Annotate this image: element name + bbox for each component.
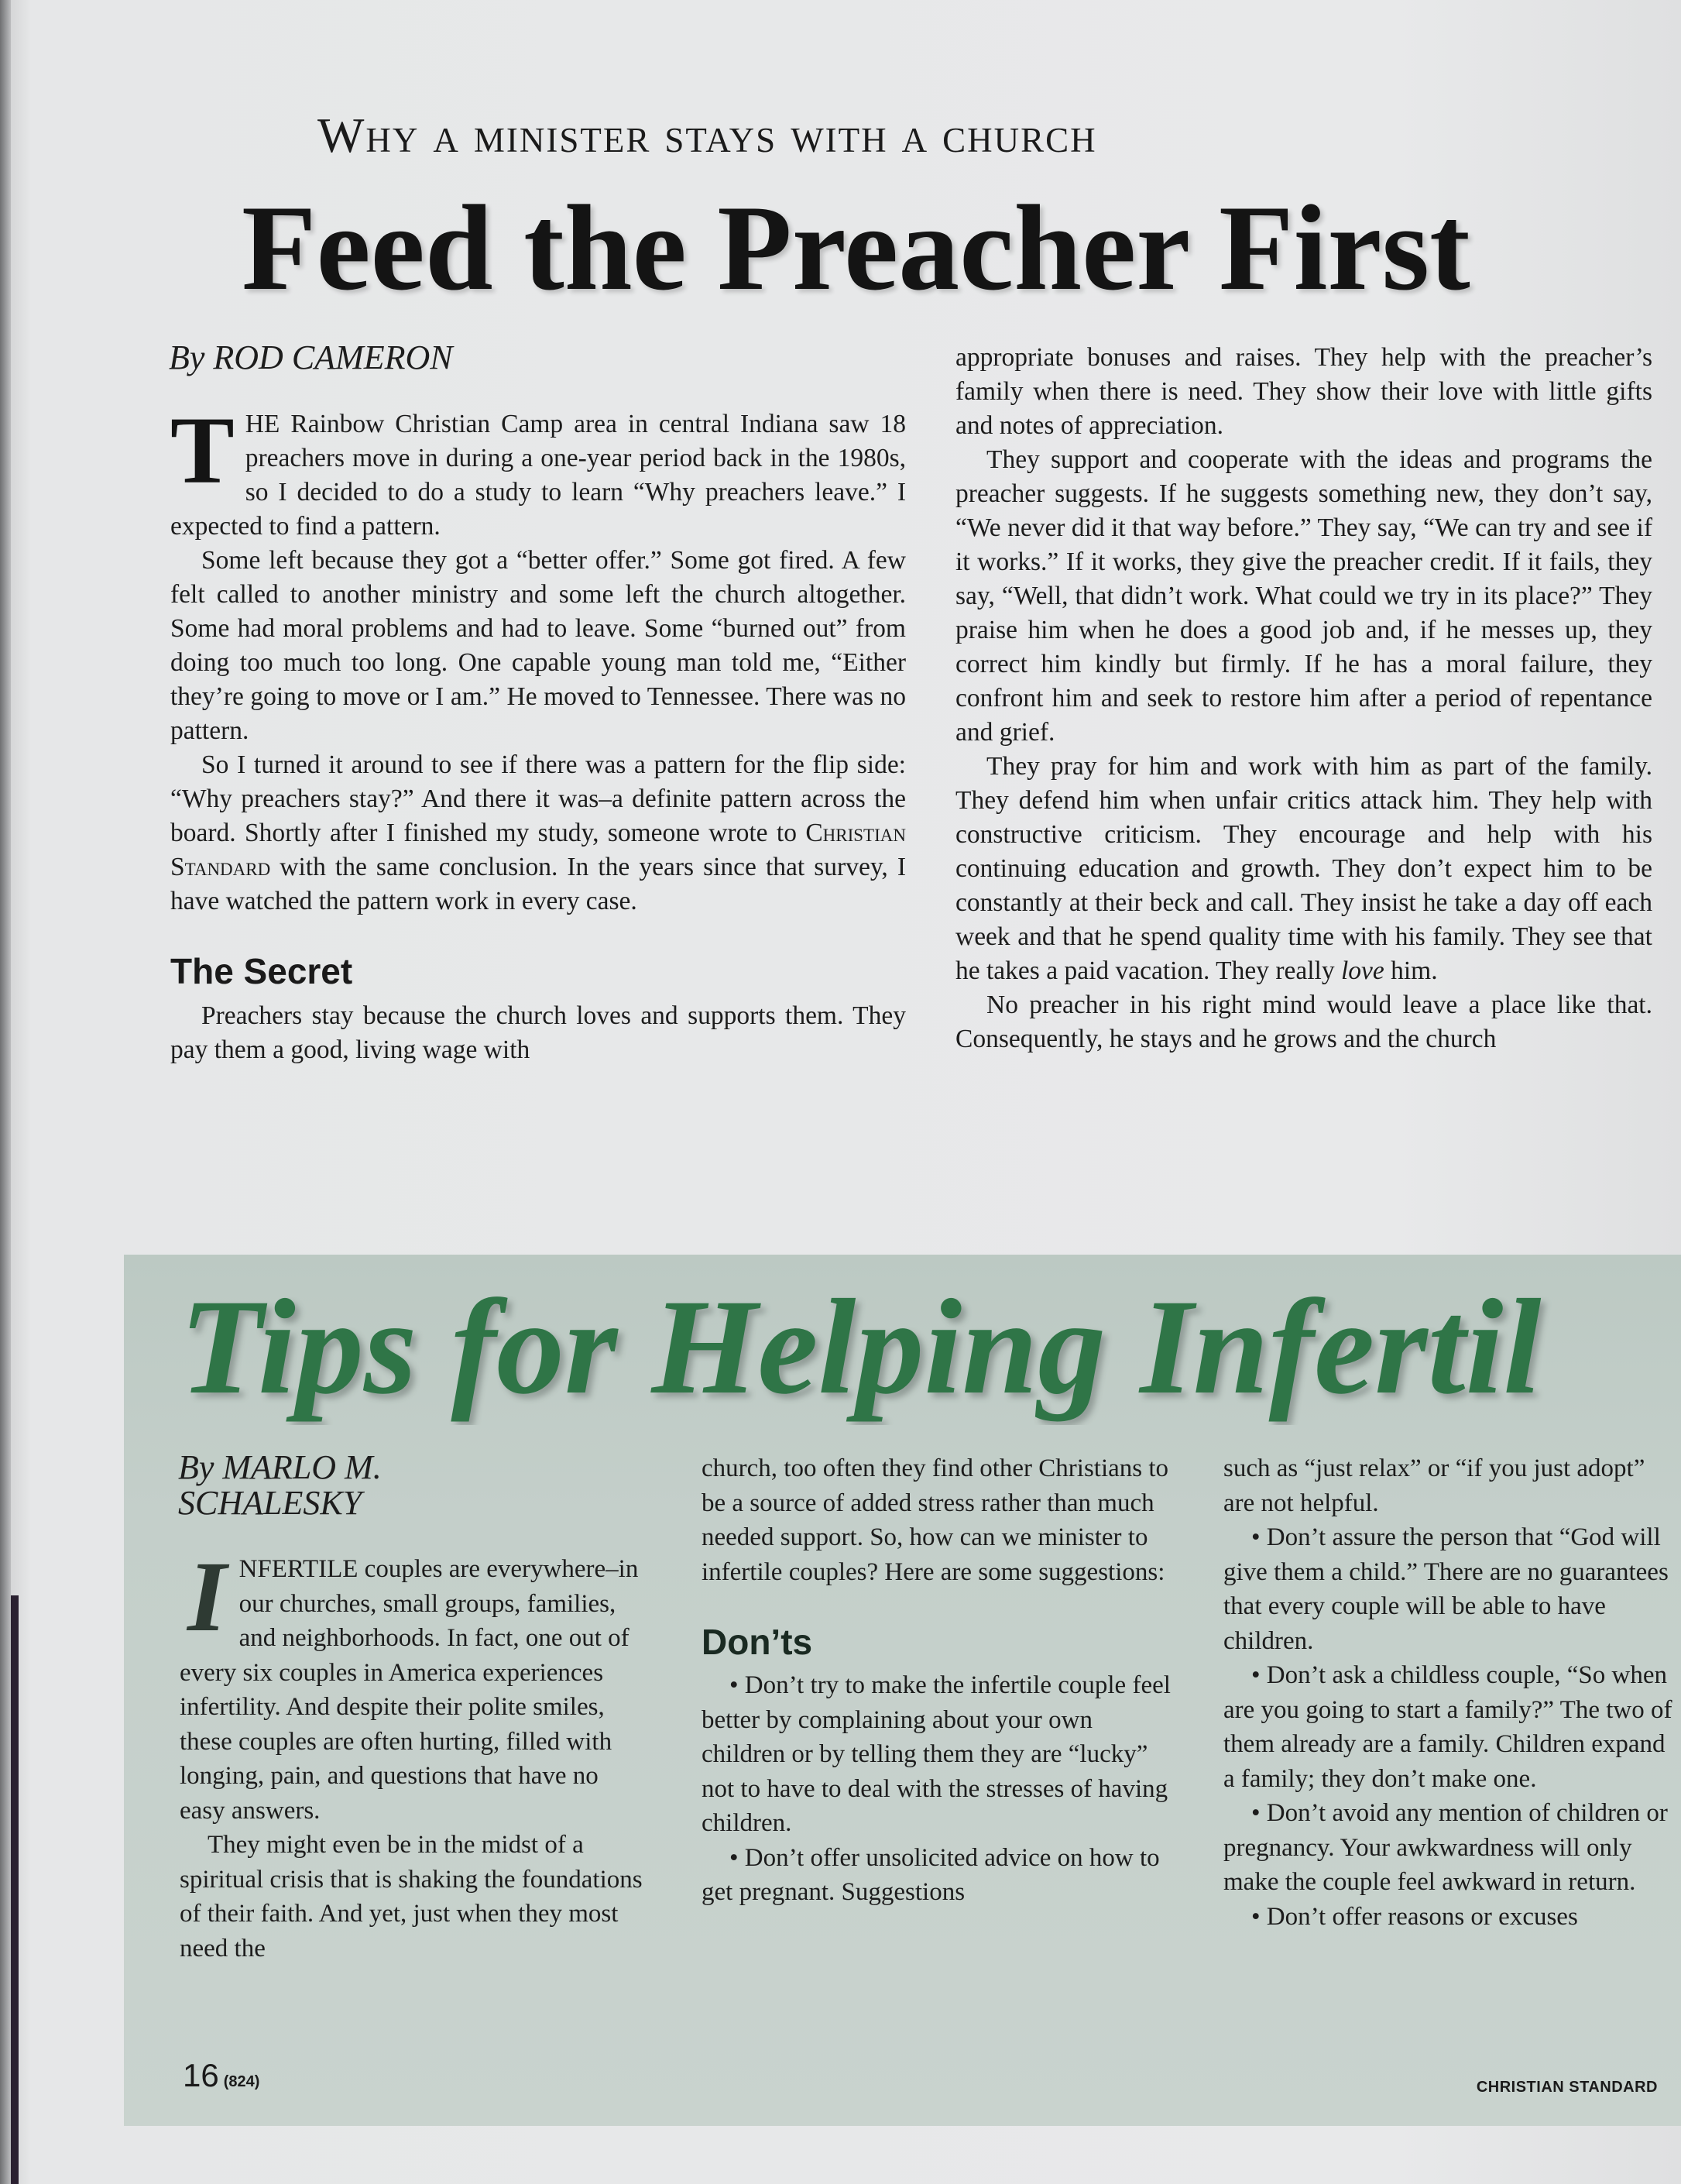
article1-paragraph-6: They support and cooperate with the ideas and programs the preacher suggests. If he suggests something new, they don’t say, “We never did it that way before.” They say, “We can try and see if it works.” If it works, they give the preacher credit. If it fails, they say, “Well, that didn’t work. What could we try in its place?” They praise him when he does a good job and, if he messes up, they correct him kindly but firmly. If he has a moral failure, they confront him and seek to restore him after a period of repentance and grief. <box>955 445 1652 747</box>
tips-paragraph-1 <box>180 1541 644 1828</box>
tips-paragraph-3: church, too often they find other Christians to be a source of added stress rather than much needed support. So, how can we minister to infertile couples? Here are some suggestions: <box>702 1454 1169 1586</box>
tips-paragraph-4: such as “just relax” or “if you just adopt” are not helpful. <box>1223 1454 1645 1517</box>
byline-line: By MARLO M. <box>178 1448 382 1486</box>
drop-cap: I <box>187 1541 227 1653</box>
byline-line: SCHALESKY <box>178 1484 362 1522</box>
page-folio <box>183 2057 259 2094</box>
tips-bullet: • Don’t offer reasons or excuses <box>1251 1902 1578 1931</box>
article1-paragraph-3 <box>170 748 906 919</box>
paragraph-text: with the same conclusion. In the years since that survey, I have watched the pattern work in every case. <box>170 853 906 915</box>
page-binding-edge <box>0 0 11 2184</box>
article1-paragraph-5: appropriate bonuses and raises. They help with the preacher’s family when there is need. They show their love with little gifts and notes of appreciation. <box>955 343 1652 440</box>
publication-name: Christian Standard <box>170 819 906 881</box>
publication-footer: CHRISTIAN STANDARD <box>1476 2079 1658 2096</box>
article1-left-column <box>170 397 906 1067</box>
article-headline: Feed the Preacher First <box>242 180 1470 316</box>
paragraph-text: HE Rainbow Christian Camp area in central Indiana saw 18 preachers move in during a one-year period back in the 1980s, so I decided to do a study to learn “Why preachers leave.” I expected to find a pattern. <box>170 410 906 541</box>
section-heading: Don’ts <box>702 1622 813 1662</box>
tips-bullet: • Don’t try to make the infertile couple feel better by complaining about your own children or by telling them they are “lucky” not to have to deal with the stresses of having children. <box>702 1671 1171 1837</box>
tips-bullet: • Don’t offer unsolicited advice on how to get pregnant. Suggestions <box>702 1843 1160 1906</box>
article1-paragraph-1 <box>170 397 906 544</box>
tips-byline <box>178 1450 382 1521</box>
tips-column-1 <box>180 1541 644 1966</box>
article1-paragraph-2: Some left because they got a “better offer.” Some got fired. A few felt called to another ministry and some left the church altogether. Some had moral problems and had to leave. Some “burned out” from doing too much too long. One capable young man told me, “Either they’re going to move or I am.” He moved to Tennessee. There was no pattern. <box>170 546 906 745</box>
tips-bullet: • Don’t avoid any mention of children or pregnancy. Your awkwardness will only make the couple feel awkward in return. <box>1223 1799 1668 1896</box>
tips-bullet: • Don’t assure the person that “God will give them a child.” There are no guarantees that every couple will be able to have children. <box>1223 1523 1669 1655</box>
page-number: 16 <box>183 2057 219 2093</box>
tips-headline: Tips for Helping Infertil <box>180 1272 1542 1423</box>
article-byline: By ROD CAMERON <box>169 338 453 376</box>
tips-column-2 <box>702 1451 1174 1910</box>
tips-column-3 <box>1223 1451 1672 1934</box>
article1-paragraph-4: Preachers stay because the church loves and supports them. They pay them a good, living wage with <box>170 1001 906 1064</box>
section-heading: The Secret <box>170 951 353 991</box>
article1-paragraph-7 <box>955 750 1652 988</box>
tips-bullet: • Don’t ask a childless couple, “So when are you going to start a family?” The two of them already are a family. Children expand a family; they don’t make one. <box>1223 1661 1672 1793</box>
article1-right-column <box>955 341 1652 1056</box>
paragraph-text: him. <box>1384 956 1438 985</box>
article1-paragraph-8: No preacher in his right mind would leave a place like that. Consequently, he stays and he grows and the church <box>955 991 1652 1053</box>
emphasis-text: love <box>1340 956 1384 985</box>
paragraph-text: NFERTILE couples are everywhere–in our churches, small groups, families, and neighborhoods. In fact, one out of every six couples in America experiences infertility. And despite their polite smiles, these couples are often hurting, filled with longing, pain, and questions that have no easy answers. <box>180 1555 639 1825</box>
tips-paragraph-2: They might even be in the midst of a spiritual crisis that is shaking the foundations of their faith. And yet, just when they most need the <box>180 1831 643 1963</box>
drop-cap: T <box>170 397 235 503</box>
binding-shadow <box>11 1595 19 2184</box>
paragraph-text: So I turned it around to see if there was a pattern for the flip side: “Why preachers stay?” And there it was–a definite pattern across the board. Shortly after I finished my study, someone wrote to <box>170 750 906 847</box>
paragraph-text: They pray for him and work with him as part of the family. They defend him when unfair critics attack him. They help with constructive criticism. They encourage and help with his continuing education and growth. They don’t expect him to be constantly at their beck and call. They insist he take a day off each week and that he spend quality time with his family. They see that he takes a paid vacation. They really <box>955 752 1652 985</box>
folio-code: (824) <box>223 2073 260 2090</box>
article-kicker: Why a minister stays with a church <box>317 108 1097 163</box>
